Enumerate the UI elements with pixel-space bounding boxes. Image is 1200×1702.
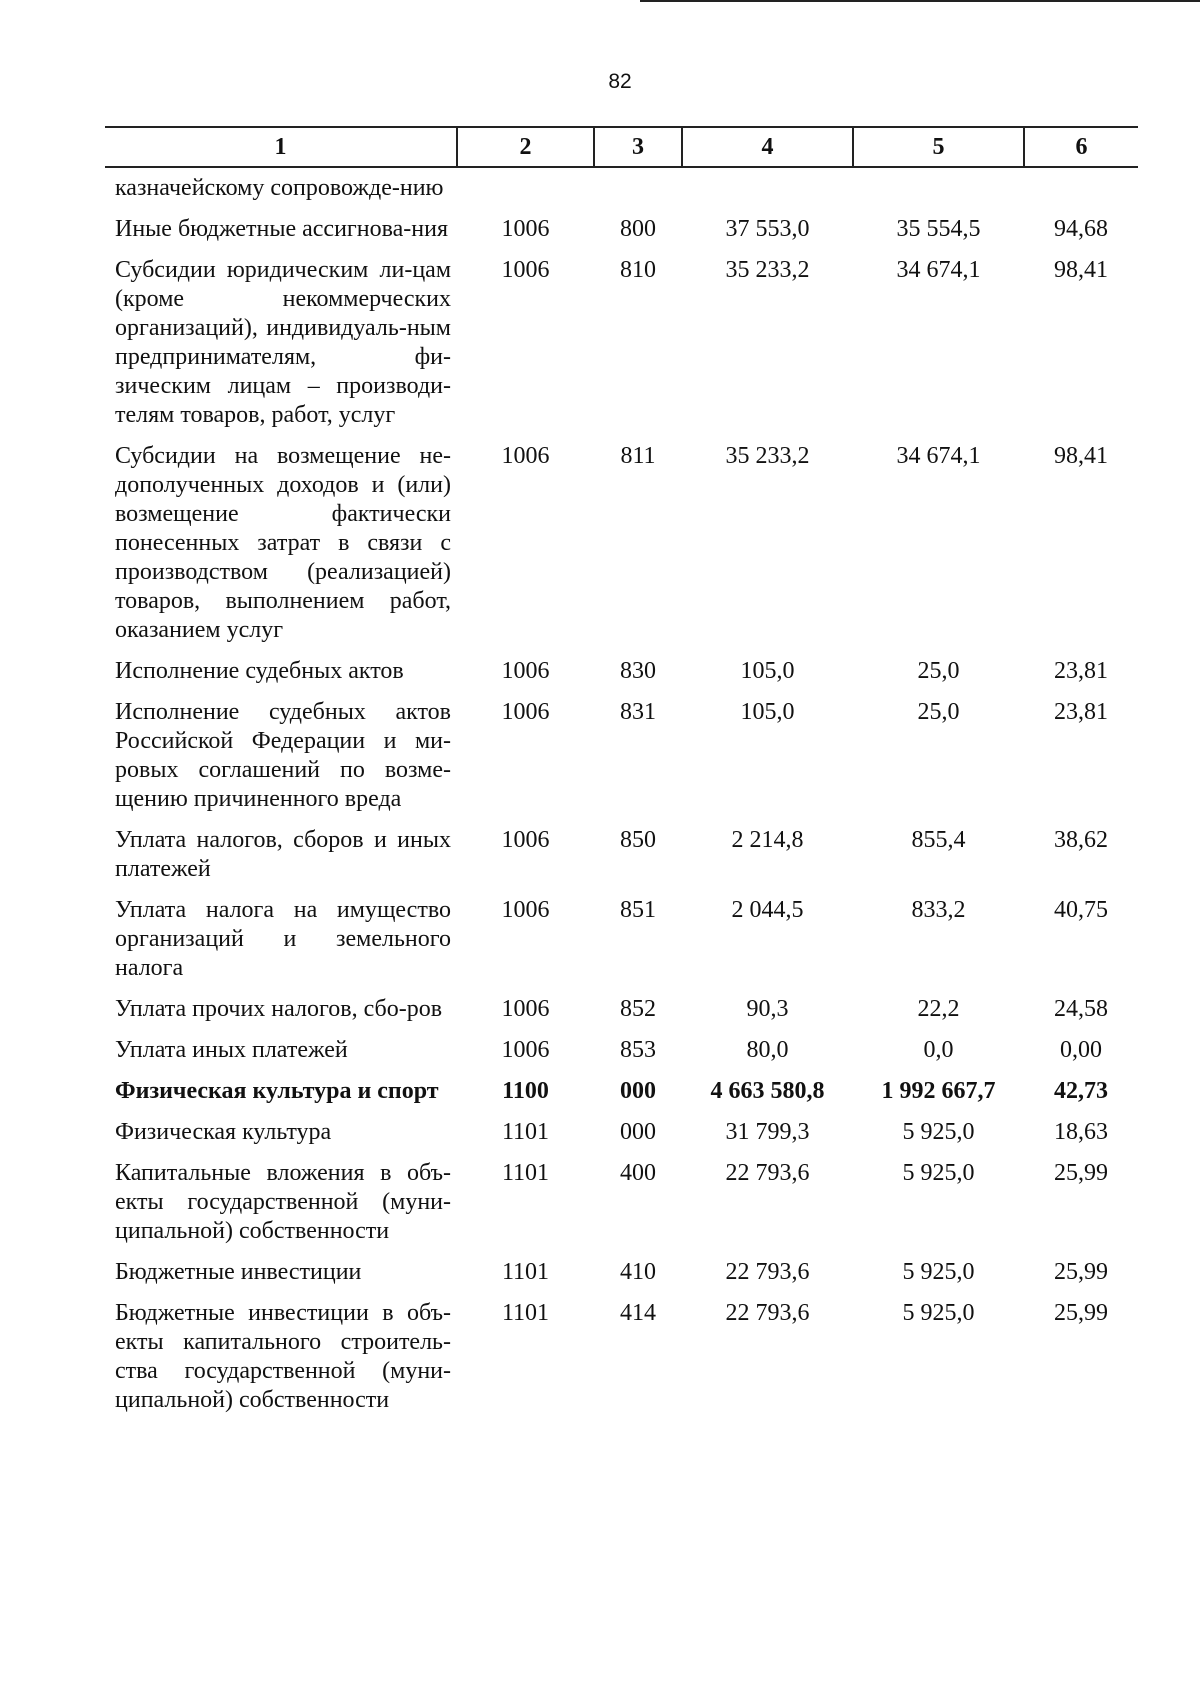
top-border-rule: [640, 0, 1200, 2]
column-header-5: 5: [853, 127, 1024, 167]
row-name-cell: Иные бюджетные ассигнова-ния: [115, 216, 448, 242]
row-name-cell: Уплата прочих налогов, сбо-ров: [115, 996, 443, 1022]
expense-type-code-cell: 400: [620, 1160, 656, 1186]
execution-percent-cell: 23,81: [1054, 699, 1108, 725]
approved-amount-cell: 35 233,2: [725, 443, 810, 469]
table-row: [105, 896, 1138, 995]
approved-amount-cell: 105,0: [740, 699, 795, 725]
approved-amount-cell: 80,0: [746, 1037, 789, 1063]
expense-type-code-cell: 853: [620, 1037, 656, 1063]
approved-amount-cell: 90,3: [746, 996, 789, 1022]
row-name-cell: Исполнение судебных актов Российской Федерации и ми-ровых соглашений по возме-щению причиненного вреда: [115, 699, 451, 812]
expense-type-code-cell: 800: [620, 216, 656, 242]
execution-percent-cell: 18,63: [1054, 1119, 1108, 1145]
expense-type-code-cell: 410: [620, 1259, 656, 1285]
table-row: [105, 1258, 1138, 1299]
approved-amount-cell: 4 663 580,8: [710, 1078, 825, 1104]
approved-amount-cell: 37 553,0: [725, 216, 810, 242]
table-row: [105, 995, 1138, 1036]
execution-percent-cell: 25,99: [1054, 1300, 1108, 1326]
section-code-cell: 1006: [501, 1037, 550, 1063]
approved-amount-cell: 2 214,8: [731, 827, 804, 853]
execution-percent-cell: 98,41: [1054, 443, 1108, 469]
executed-amount-cell: 855,4: [911, 827, 966, 853]
executed-amount-cell: 35 554,5: [896, 216, 981, 242]
section-code-cell: 1006: [501, 996, 550, 1022]
row-name-cell: Физическая культура: [115, 1119, 332, 1145]
table-row: [105, 826, 1138, 896]
expense-type-code-cell: 851: [620, 897, 656, 923]
execution-percent-cell: 42,73: [1054, 1078, 1108, 1104]
expense-type-code-cell: 850: [620, 827, 656, 853]
approved-amount-cell: 105,0: [740, 658, 795, 684]
executed-amount-cell: 25,0: [917, 699, 960, 725]
row-name-cell: Уплата налогов, сборов и иных платежей: [115, 827, 451, 882]
section-code-cell: 1006: [501, 443, 550, 469]
executed-amount-cell: 25,0: [917, 658, 960, 684]
expense-type-code-cell: 000: [620, 1119, 656, 1145]
row-name-cell: Исполнение судебных актов: [115, 658, 404, 684]
budget-table: [105, 126, 1138, 1427]
row-name-cell: Бюджетные инвестиции в объ-екты капитального строитель-ства государственной (муни-ципальной) собственности: [115, 1300, 451, 1413]
section-code-cell: 1006: [501, 699, 550, 725]
column-header-4: 4: [682, 127, 853, 167]
row-name-cell: Уплата налога на имущество организаций и земельного налога: [115, 897, 451, 981]
executed-amount-cell: 22,2: [917, 996, 960, 1022]
section-code-cell: 1006: [501, 658, 550, 684]
approved-amount-cell: 35 233,2: [725, 257, 810, 283]
table-row: [105, 1159, 1138, 1258]
section-code-cell: 1006: [501, 827, 550, 853]
expense-type-code-cell: 811: [620, 443, 656, 469]
expense-type-code-cell: 000: [620, 1078, 656, 1104]
section-code-cell: 1006: [501, 897, 550, 923]
table-row: [105, 167, 1138, 215]
approved-amount-cell: 31 799,3: [725, 1119, 810, 1145]
page-number: 82: [608, 70, 632, 93]
execution-percent-cell: 94,68: [1054, 216, 1108, 242]
row-name-cell: Уплата иных платежей: [115, 1037, 348, 1063]
table-row: [105, 1299, 1138, 1427]
row-name-cell: Физическая культура и спорт: [115, 1078, 439, 1104]
executed-amount-cell: 34 674,1: [896, 257, 981, 283]
section-code-cell: 1006: [501, 257, 550, 283]
executed-amount-cell: 5 925,0: [902, 1259, 975, 1285]
row-name-cell: Субсидии на возмещение не-дополученных доходов и (или) возмещение фактически понесенных затрат в связи с производством (реализацией) товаров, выполнением работ, оказанием услуг: [115, 443, 451, 643]
section-code-cell: 1006: [501, 216, 550, 242]
approved-amount-cell: 22 793,6: [725, 1160, 810, 1186]
column-header-6: 6: [1024, 127, 1138, 167]
expense-type-code-cell: 852: [620, 996, 656, 1022]
section-code-cell: 1101: [501, 1160, 550, 1186]
executed-amount-cell: 5 925,0: [902, 1160, 975, 1186]
execution-percent-cell: 0,00: [1060, 1037, 1102, 1063]
execution-percent-cell: 25,99: [1054, 1259, 1108, 1285]
table-row: [105, 1036, 1138, 1077]
section-code-cell: 1100: [502, 1078, 549, 1104]
execution-percent-cell: [1024, 167, 1138, 215]
row-name-cell: казначейскому сопровожде-нию: [115, 175, 444, 201]
approved-amount-cell: 2 044,5: [731, 897, 804, 923]
row-name-cell: Капитальные вложения в объ-екты государственной (муни-ципальной) собственности: [115, 1160, 451, 1244]
table-row: [105, 256, 1138, 442]
execution-percent-cell: 23,81: [1054, 658, 1108, 684]
expense-type-code-cell: [594, 167, 682, 215]
executed-amount-cell: 5 925,0: [902, 1119, 975, 1145]
executed-amount-cell: 0,0: [923, 1037, 954, 1063]
execution-percent-cell: 38,62: [1054, 827, 1108, 853]
executed-amount-cell: 34 674,1: [896, 443, 981, 469]
table-row: [105, 1077, 1138, 1118]
table-row: [105, 1118, 1138, 1159]
section-code-cell: 1101: [501, 1119, 550, 1145]
table-row: [105, 442, 1138, 657]
table-row: [105, 657, 1138, 698]
section-code-cell: 1101: [501, 1300, 550, 1326]
column-header-2: 2: [457, 127, 594, 167]
expense-type-code-cell: 831: [620, 699, 656, 725]
table-row: [105, 215, 1138, 256]
approved-amount-cell: 22 793,6: [725, 1259, 810, 1285]
column-header-3: 3: [594, 127, 682, 167]
execution-percent-cell: 40,75: [1054, 897, 1108, 923]
row-name-cell: Субсидии юридическим ли-цам (кроме некоммерческих организаций), индивидуаль-ным предпринимателям, фи-зическим лицам – производи-телям товаров, работ, услуг: [115, 257, 451, 428]
table-row: [105, 698, 1138, 826]
header-row: [105, 127, 1138, 167]
table-body: [105, 167, 1138, 1427]
section-code-cell: [457, 167, 594, 215]
section-code-cell: 1101: [501, 1259, 550, 1285]
executed-amount-cell: [853, 167, 1024, 215]
executed-amount-cell: 833,2: [911, 897, 966, 923]
expense-type-code-cell: 414: [620, 1300, 656, 1326]
execution-percent-cell: 98,41: [1054, 257, 1108, 283]
approved-amount-cell: 22 793,6: [725, 1300, 810, 1326]
executed-amount-cell: 1 992 667,7: [881, 1078, 996, 1104]
execution-percent-cell: 25,99: [1054, 1160, 1108, 1186]
executed-amount-cell: 5 925,0: [902, 1300, 975, 1326]
column-header-1: 1: [105, 127, 457, 167]
row-name-cell: Бюджетные инвестиции: [115, 1259, 362, 1285]
execution-percent-cell: 24,58: [1054, 996, 1108, 1022]
approved-amount-cell: [682, 167, 853, 215]
expense-type-code-cell: 810: [620, 257, 656, 283]
expense-type-code-cell: 830: [620, 658, 656, 684]
